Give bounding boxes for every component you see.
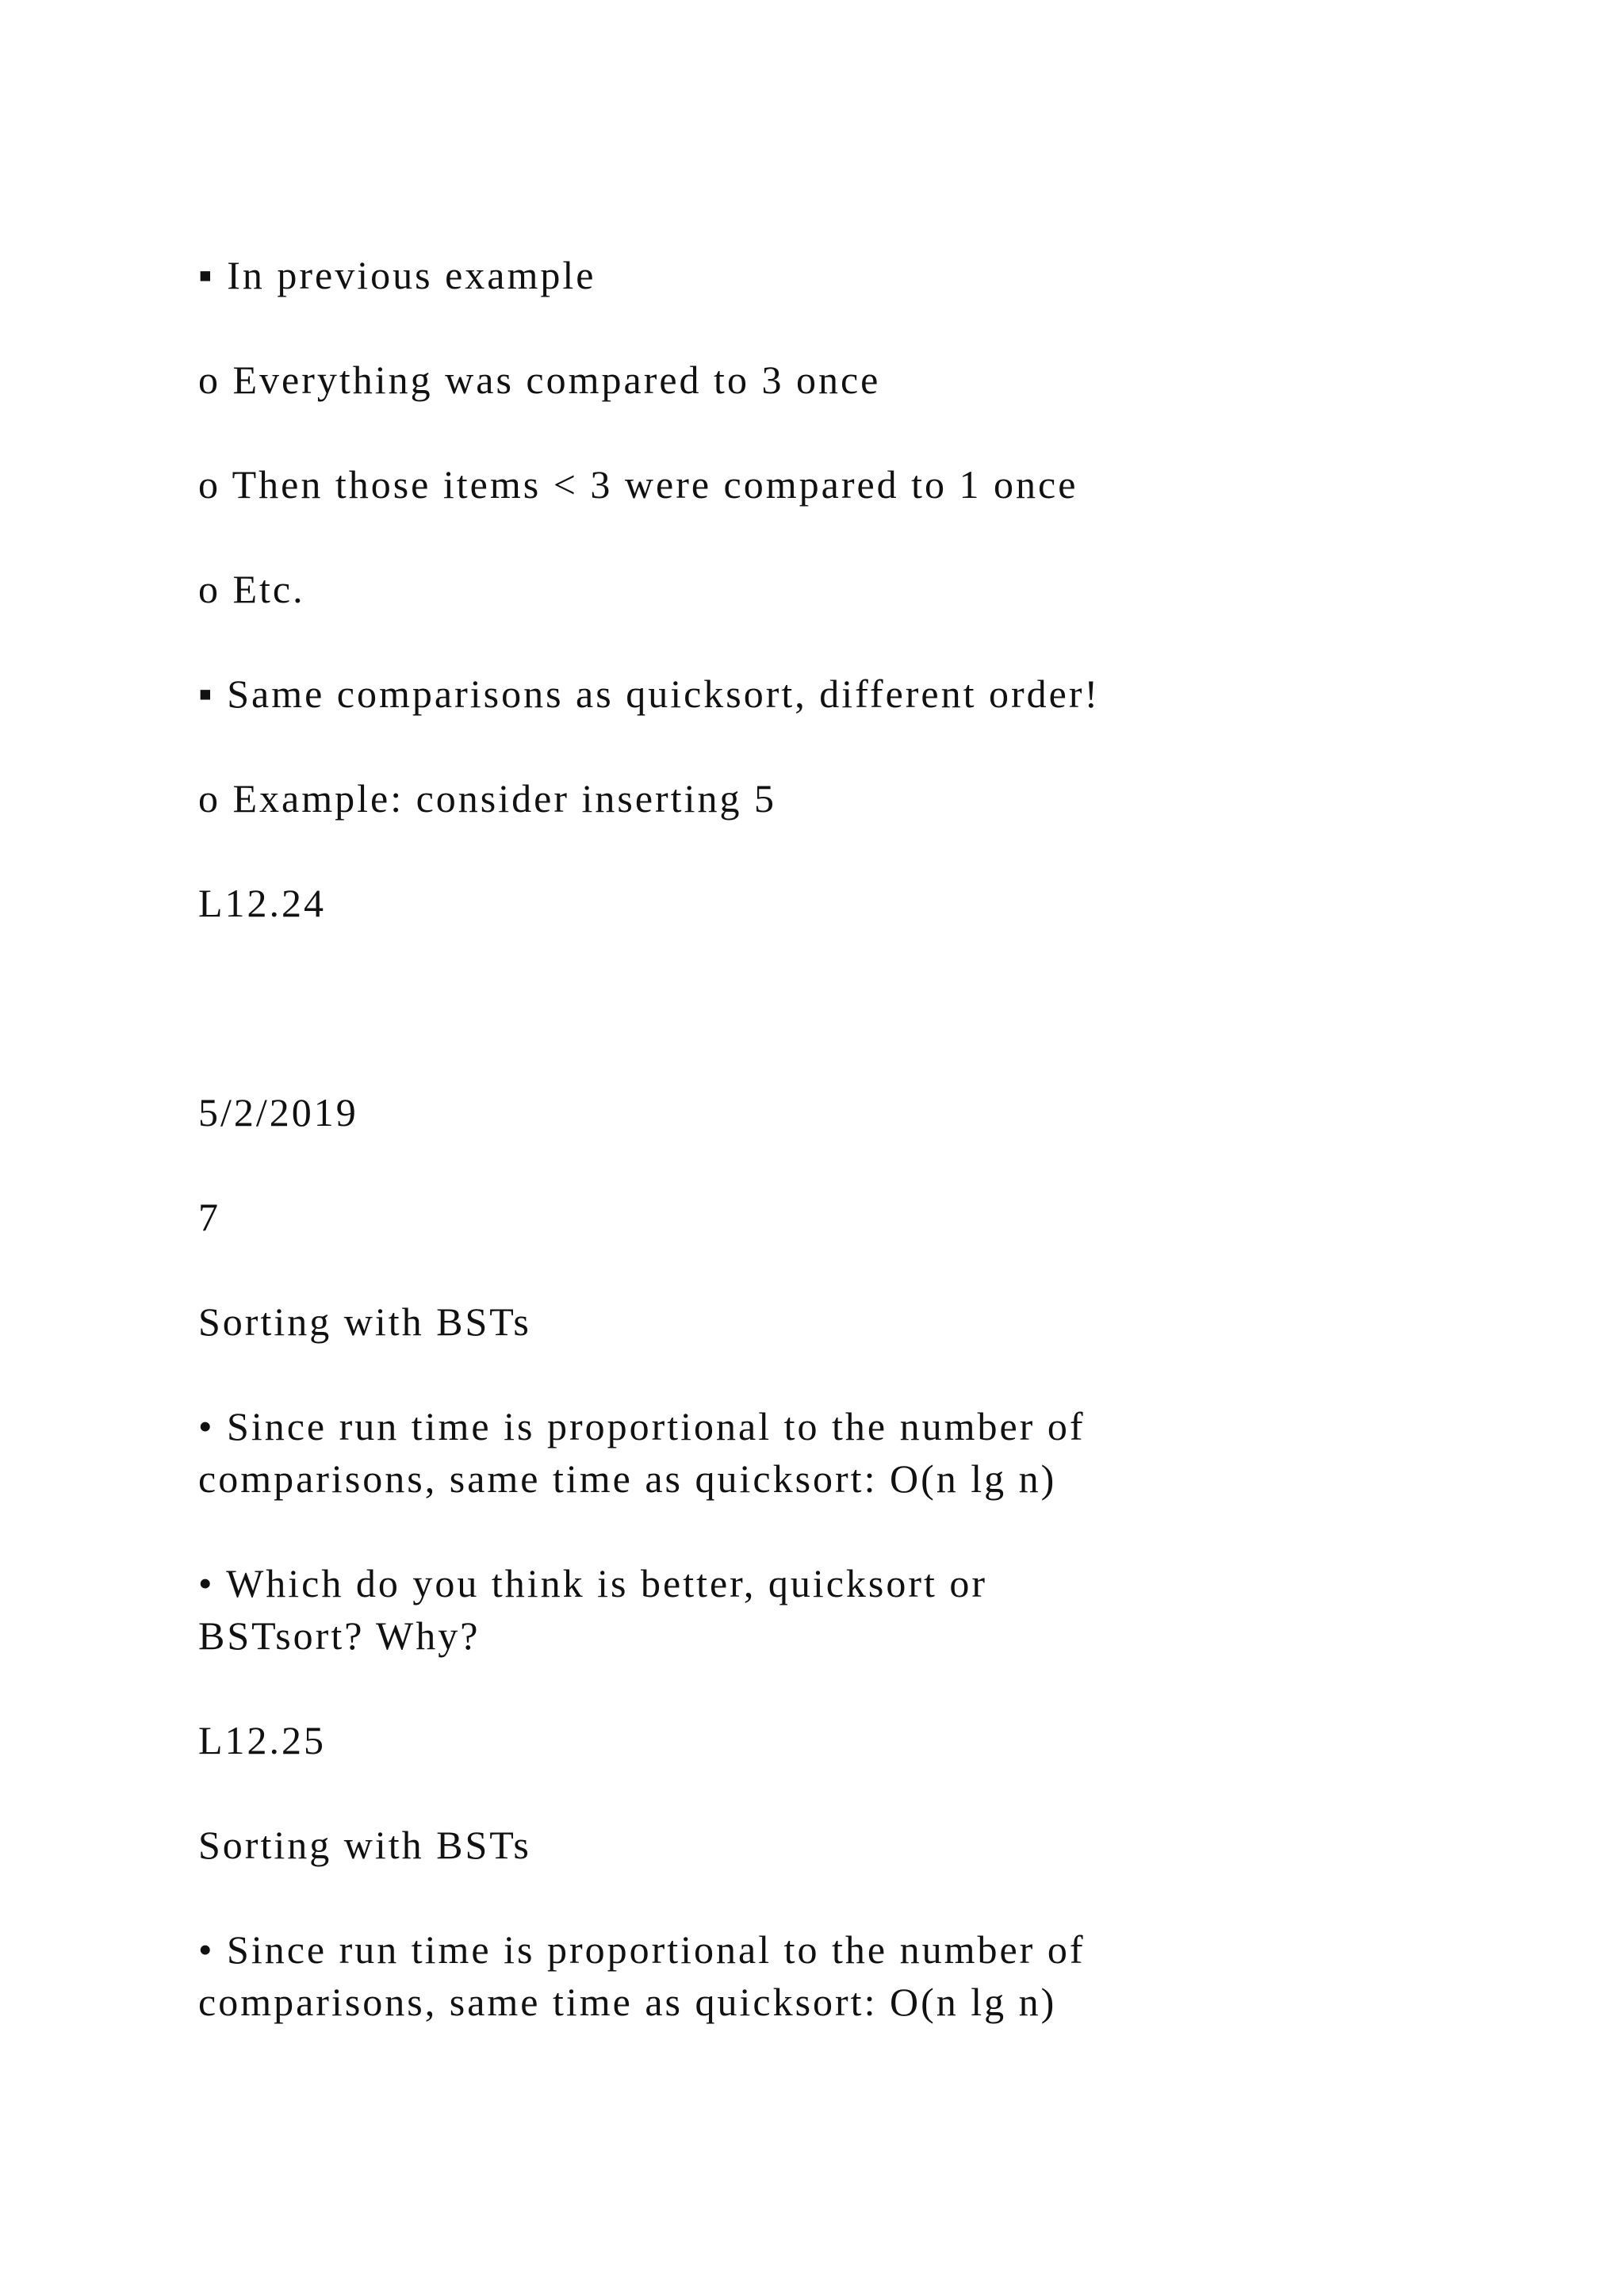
bullet-same-comparisons: ▪ Same comparisons as quicksort, different order! — [198, 672, 1101, 716]
page-number: 7 — [198, 1195, 220, 1239]
slide-label: L12.25 — [198, 1718, 327, 1762]
sub-bullet-compared-to-1: o Then those items < 3 were compared to 1 once — [198, 462, 1078, 507]
bullet-in-previous-example: ▪ In previous example — [198, 253, 596, 297]
section-heading: Sorting with BSTs — [198, 1299, 531, 1344]
bullet-run-time-line-2: comparisons, same time as quicksort: O(n lg n) — [198, 1456, 1057, 1501]
bullet-run-time-line-1: • Since run time is proportional to the number of — [198, 1927, 1086, 1972]
sub-bullet-example-inserting: o Example: consider inserting 5 — [198, 776, 776, 821]
bullet-run-time-line-1: • Since run time is proportional to the number of — [198, 1404, 1086, 1448]
sub-bullet-etc: o Etc. — [198, 567, 305, 611]
slide-label: L12.24 — [198, 881, 327, 925]
date-text: 5/2/2019 — [198, 1090, 358, 1135]
sub-bullet-compared-to-3: o Everything was compared to 3 once — [198, 358, 881, 402]
bullet-which-better-line-1: • Which do you think is better, quicksort or — [198, 1561, 988, 1605]
section-heading: Sorting with BSTs — [198, 1823, 531, 1867]
bullet-which-better-line-2: BSTsort? Why? — [198, 1613, 481, 1658]
bullet-run-time-line-2: comparisons, same time as quicksort: O(n lg n) — [198, 1980, 1057, 2024]
